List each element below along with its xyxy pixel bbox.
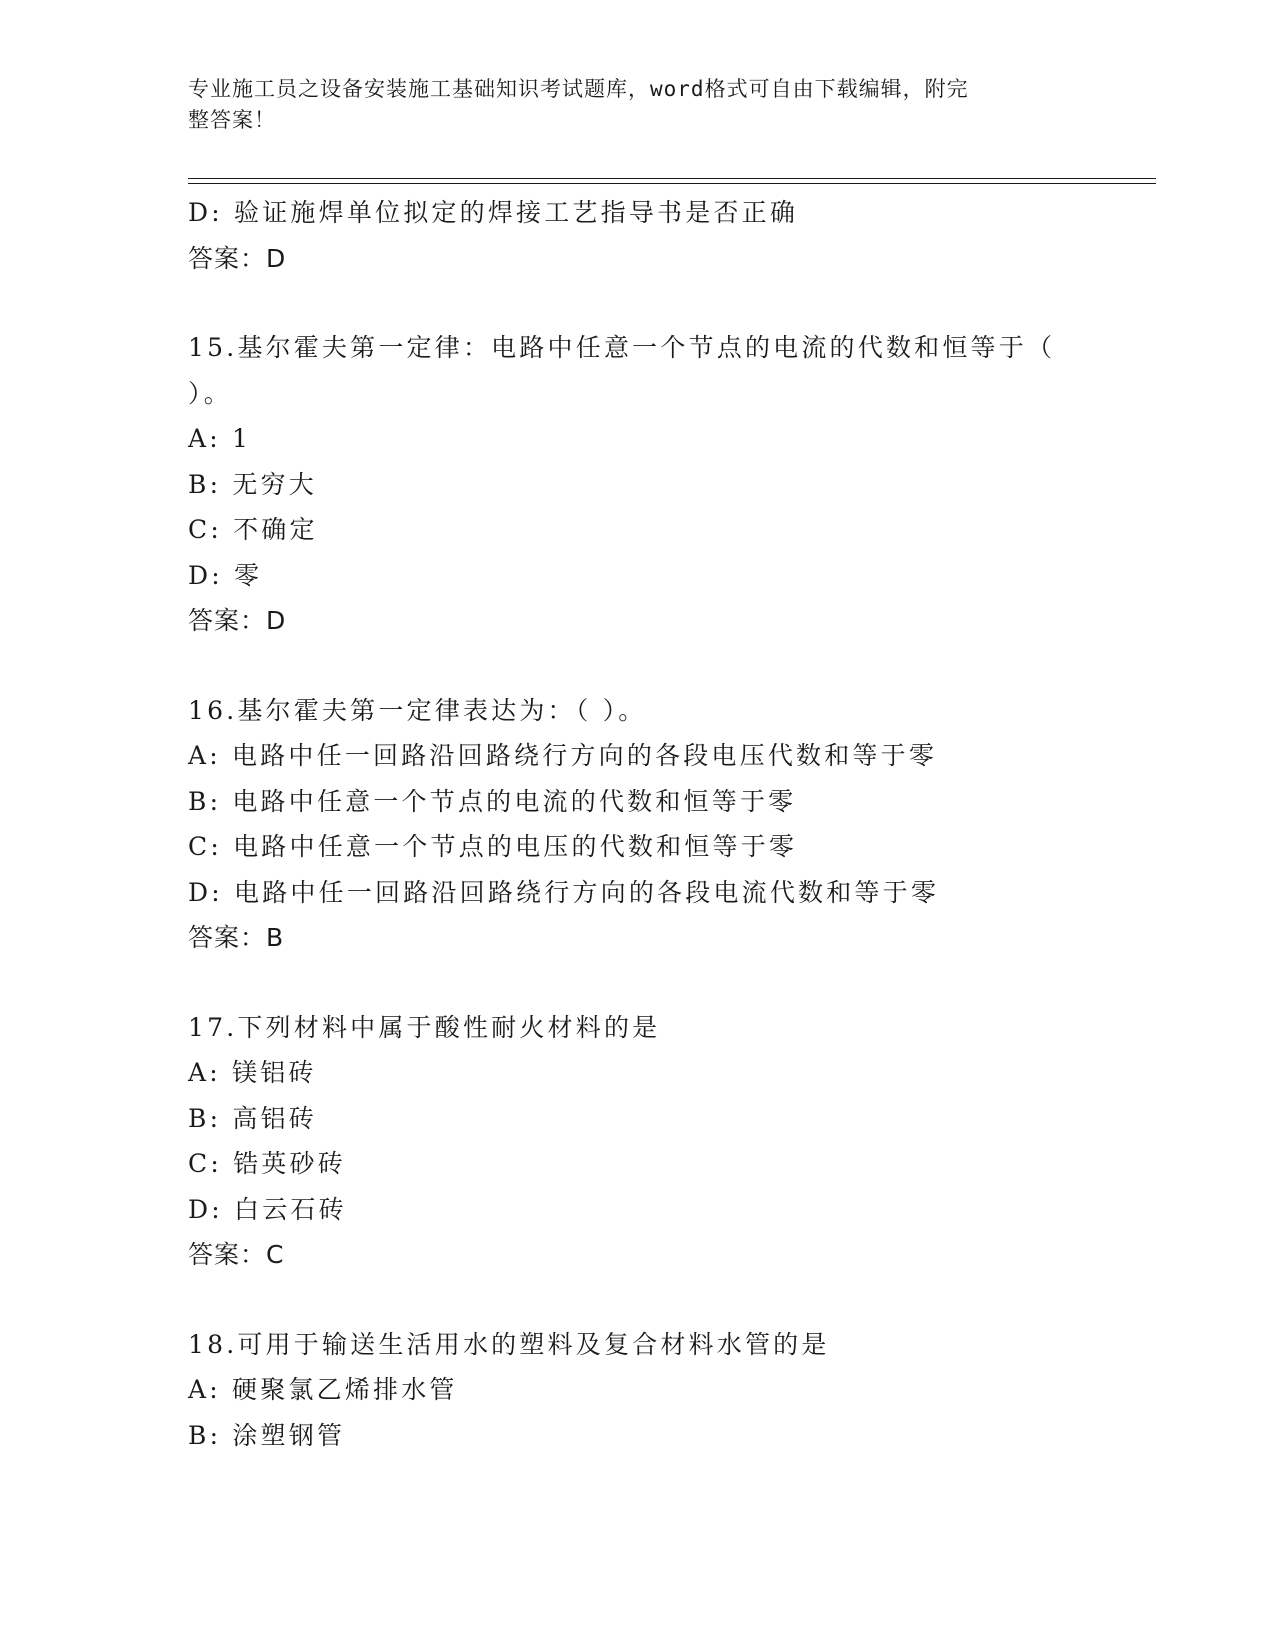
question-text: 17.下列材料中属于酸性耐火材料的是 (188, 1012, 661, 1042)
option-c: C: 电路中任意一个节点的电压的代数和恒等于零 (188, 832, 798, 861)
option-b: B: 高铝砖 (188, 1103, 317, 1133)
option-a: A: 镁铝砖 (188, 1058, 317, 1087)
option-b: B: 电路中任意一个节点的电流的代数和恒等于零 (188, 786, 797, 816)
option-a: A: 电路中任一回路沿回路绕行方向的各段电压代数和等于零 (188, 741, 938, 770)
answer-line: 答案：B (188, 923, 285, 952)
question-text-continued: ）。 (188, 378, 232, 408)
header-line-1: 专业施工员之设备安装施工基础知识考试题库，word格式可自由下载编辑，附完 (188, 77, 969, 101)
option-c: C: 不确定 (188, 515, 318, 544)
question-block (188, 1322, 1088, 1459)
header-line-2: 整答案！ (188, 108, 276, 132)
answer-line: 答案：C (188, 1240, 285, 1269)
document-header (188, 74, 1068, 136)
option-d: D: 验证施焊单位拟定的焊接工艺指导书是否正确 (188, 198, 799, 227)
option-c: C: 锆英砂砖 (188, 1149, 346, 1178)
question-block (188, 325, 1088, 644)
header-divider-top (188, 178, 1156, 179)
question-block (188, 1005, 1088, 1278)
option-b: B: 涂塑钢管 (188, 1420, 346, 1450)
option-b: B: 无穷大 (188, 469, 317, 499)
option-d: D: 白云石砖 (188, 1194, 347, 1224)
option-a: A: 1 (188, 424, 252, 453)
question-block (188, 190, 1088, 281)
option-d: D: 零 (188, 560, 263, 590)
question-block (188, 688, 1088, 961)
question-list (188, 190, 1088, 1458)
header-divider-bottom (188, 183, 1156, 184)
option-a: A: 硬聚氯乙烯排水管 (188, 1375, 458, 1404)
answer-line: 答案：D (188, 243, 287, 273)
question-text: 16.基尔霍夫第一定律表达为：（ ）。 (188, 695, 647, 725)
option-d: D: 电路中任一回路沿回路绕行方向的各段电流代数和等于零 (188, 877, 940, 907)
question-text: 15.基尔霍夫第一定律：电路中任意一个节点的电流的代数和恒等于（ (188, 333, 1056, 362)
answer-line: 答案：D (188, 606, 287, 635)
question-text: 18.可用于输送生活用水的塑料及复合材料水管的是 (188, 1329, 830, 1359)
